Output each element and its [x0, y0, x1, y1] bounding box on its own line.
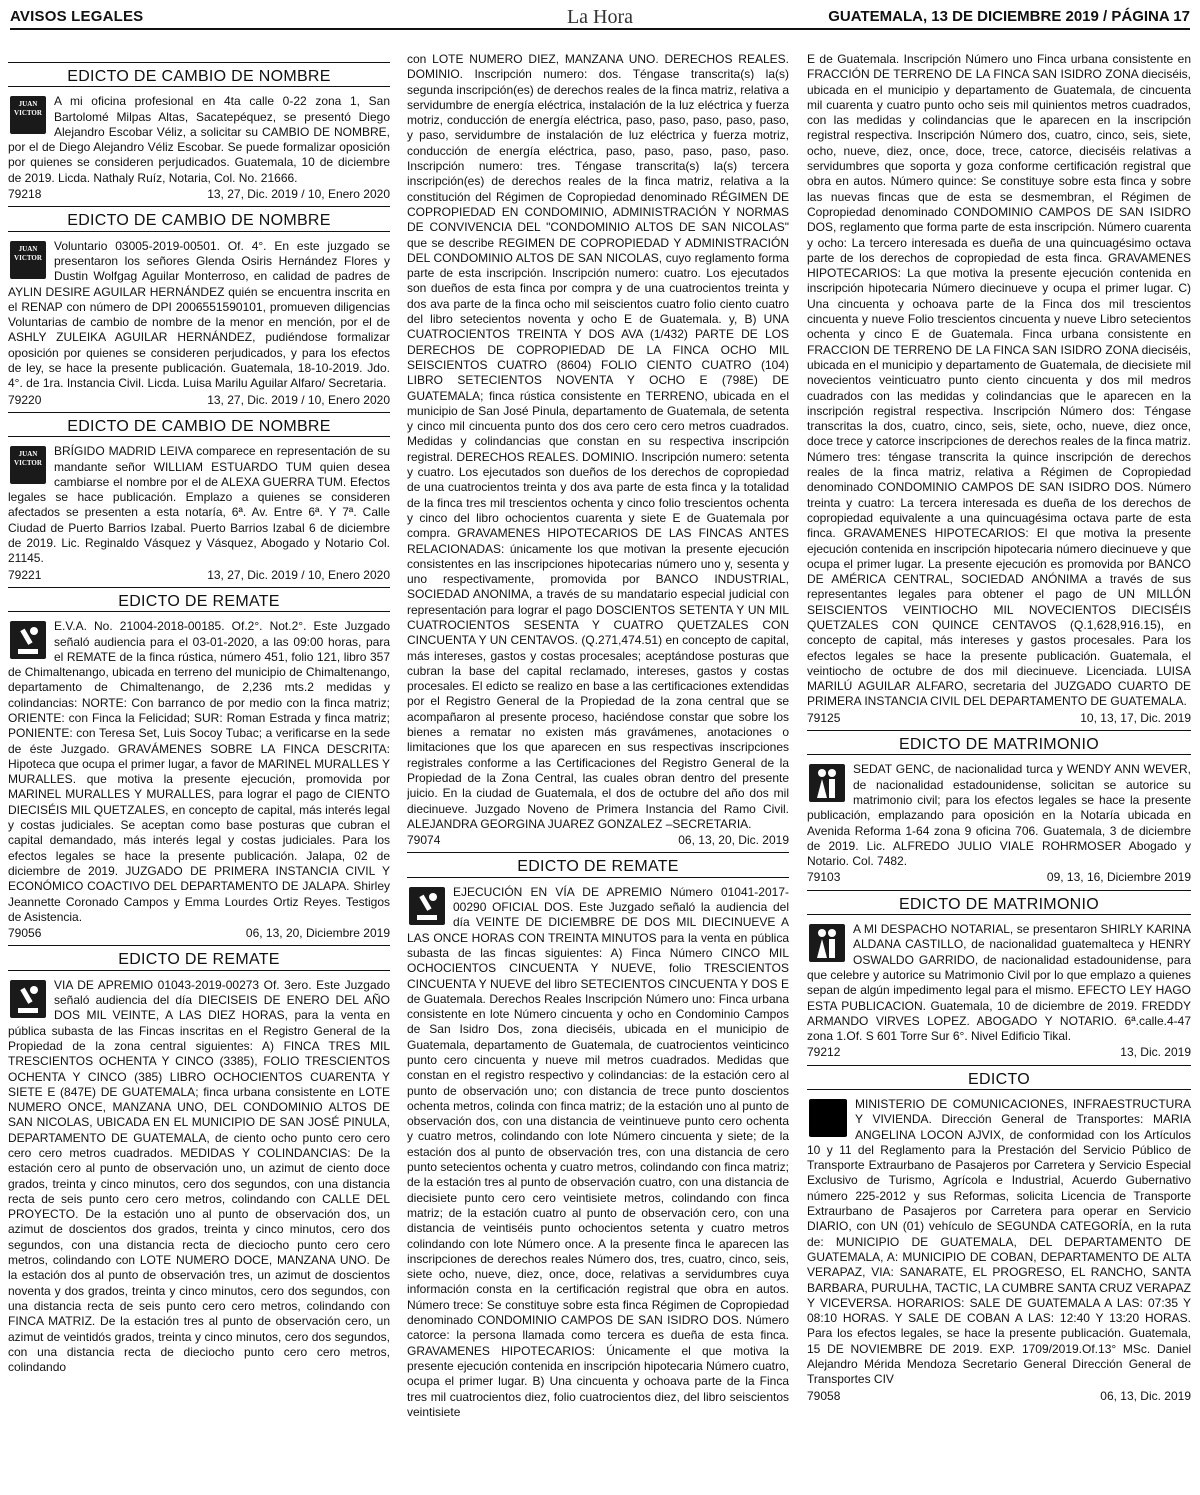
- notice-footer: [807, 1045, 1191, 1060]
- notice-title: EDICTO DE MATRIMONIO: [807, 734, 1191, 755]
- notice: [8, 587, 390, 942]
- notice-dates: 13, 27, Dic. 2019 / 10, Enero 2020: [207, 567, 390, 582]
- notice-footer: [807, 1389, 1191, 1404]
- notice-body: [8, 94, 390, 186]
- notice-dates: 13, 27, Dic. 2019 / 10, Enero 2020: [207, 392, 390, 407]
- notice-title: EDICTO DE CAMBIO DE NOMBRE: [8, 210, 390, 231]
- notice-body: [8, 239, 390, 392]
- notice-dates: 06, 13, Dic. 2019: [1100, 1388, 1191, 1403]
- notice-dates: 13, 27, Dic. 2019 / 10, Enero 2020: [207, 187, 390, 202]
- notice-title: EDICTO DE CAMBIO DE NOMBRE: [8, 66, 390, 87]
- notice-continuation: [807, 52, 1191, 726]
- column-3: [807, 52, 1191, 1487]
- notice-text: E de Guatemala. Inscripción Número uno Finca urbana consistente en FRACCIÓN DE TERRENO DE LA FINCA SAN ISIDRO ZONA dieciséis, ubicada en el municipio y departamento de Guatemala, de cincuenta mil cuarenta y cuatro punto ocho seis mil quinientos metros cuadrados, con las medidas y colindancias que le aparecen en la inscripción registral respectiva. Inscripción Número dos, cuatro, cinco, seis, siete, ocho, nueve, diez, once, doce, trece, catorce, dieciséis relativas a servidumbres que soporta y goza conforme certificación registral que obra en autos. Número quince: Se constituye sobre esta finca y sobre las nuevas fincas que de esta se desmembran, el Régimen de Copropiedad denominado CONDOMINIO CAMPOS DE SAN ISIDRO DOS, reglamento que forma parte de esta inscripción. Número cuarenta y ocho: La tercero interesada es dueña de una quincuagésimo octava parte de los derechos de copropiedad de esta finca. GRAVAMENES HIPOTECARIOS: La que motiva la presente ejecución contenida en inscripción hipotecaria Número diecinueve y ocupa el primer lugar. C) Una cincuenta y ochoava parte de la Finca dos mil trescientos cincuenta y nueve Folio trescientos cincuenta y nueve Libro setecientos ochenta y cinco E de Guatemala. Finca urbana consistente en FRACCION DE TERRENO DE LA FINCA SAN ISIDRO ZONA dieciséis, ubicada en el municipio y departamento de Guatemala, de diecisiete mil novecientos veinticuatro punto ciento cincuenta y dos mil medros cuadrados con las medidas y colindancias que le aparecen en la inscripción registral respectiva. Inscripción Número dos: Téngase transcritas la dos, cuatro, cinco, seis, siete, ocho, nueve, diez once, doce trece y catorce inscripciones de derechos reales de la finca matriz. Número tres: téngase transcrita la quince inscripción de derechos reales de la finca matriz, relativa a Régimen de Copropiedad denominado CONDOMINIO CAMPOS DE SAN ISIDRO DOS. Número treinta y cuatro: La tercera interesada es dueña de los derechos de copropiedad equivalente a una quincuagésima octava parte de esta finca. GRAVAMENES HIPOTECARIOS: El que motiva la presente ejecución contenida en inscripción hipotecaria número diecinueve y que ocupa el primer lugar. La presente ejecución es promovida por BANCO DE AMÉRICA CENTRAL, SOCIEDAD ANÓNIMA a través de sus representantes legales para obtener el pago de UN MILLÓN SEISCIENTOS VEINTIOCHO MIL NOVECIENTOS DIECISÉIS QUETZALES CON QUINCE CENTAVOS (Q.1,628,916.15), en concepto de capital, más intereses y gastos procesales. Para los efectos legales se hace la presente publicación. Guatemala, el veintiocho de octubre de dos mil diecinueve. Licenciada. LUISA MARILÚ AGUILAR ALFARO, secretaria del JUZGADO CUARTO DE PRIMERA INSTANCIA CIVIL DEL DEPARTAMENTO DE GUATEMALA.: [807, 52, 1191, 709]
- notice-dates: 10, 13, 17, Dic. 2019: [1080, 710, 1191, 725]
- notice-title: EDICTO DE REMATE: [8, 591, 390, 612]
- notice-body: [807, 1097, 1191, 1388]
- date-page-label: GUATEMALA, 13 DE DICIEMBRE 2019 / PÁGINA 17: [828, 8, 1190, 25]
- notice-body: [8, 444, 390, 566]
- notice-footer: [8, 393, 390, 408]
- notice-text: E.V.A. No. 21004-2018-00185. Of.2°. Not.2°. Este Juzgado señaló audiencia para el 03-01-2020, a las 09:00 horas, para el REMATE de la finca rústica, número 451, folio 121, libro 357 de Chimaltenango, ubicada en terreno del municipio de Chimaltenango, departamento de Chimaltenango, de 2,236 mts.2 medidas y colindancias: NORTE: Con barranco de por medio con la finca matriz; ORIENTE: con Finca la Felicidad; SUR: Roman Estrada y finca matriz; PONIENTE: con Teresa Set, Luis Socoy Tubac; a verificarse en la sede de éste Juzgado. GRAVÁMENES SOBRE LA FINCA DESCRITA: Hipoteca que ocupa el primer lugar, a favor de MARINEL MURALLES Y MURALLES. que motiva la presente ejecución, promovida por MARINEL MURALLES Y MURALLES, para lograr el pago de CIENTO DIECISÉIS MIL QUETZALES, en concepto de capital, más interés legal y costas judiciales. Se aceptan como base posturas que cubran el capital demandado, más interés legal y costas judiciales. Para los efectos legales se hace la presente publicación. Jalapa, 02 de diciembre de 2019. JUZGADO DE PRIMERA INSTANCIA CIVIL Y ECONÓMICO COACTIVO DEL DEPARTAMENTO DE JALAPA. Shirley Jeannette Coronado Campos y Emma Lourdes Ortiz Reyes. Testigos de Asistencia.: [8, 619, 390, 924]
- notice-text: A MI DESPACHO NOTARIAL, se presentaron SHIRLY KARINA ALDANA CASTILLO, de nacionalidad guatemalteca y HENRY OSWALDO GARRIDO, de nacionalidad estadounidense, para que celebre y autorice su Matrimonio Civil por lo que emplazo a quienes sepan de algún impedimento legal para el mismo. EFECTO LEY HAGO ESTA PUBLICACION. Guatemala, 10 de diciembre de 2019. FREDDY ARMANDO VIRVES LOPEZ. ABOGADO Y NOTARIO. 6ª.calle.4-47 zona 1.Of. S 601 Torre Sur 6°. Nivel Edificio Tikal.: [807, 922, 1191, 1044]
- notice-title: EDICTO DE REMATE: [8, 949, 390, 970]
- notice: [407, 852, 789, 1420]
- notice: [8, 62, 390, 202]
- juan-victor-logo-icon: JUAN VICTOR: [10, 96, 46, 134]
- notice-code: 79221: [8, 567, 42, 582]
- notice: [807, 1065, 1191, 1404]
- wedding-couple-icon: [809, 924, 845, 962]
- notice-footer: [407, 833, 789, 848]
- notice-code: 79125: [807, 710, 841, 725]
- notice-text: SEDAT GENC, de nacionalidad turca y WENDY ANN WEVER, de nacionalidad estadounidense, solicitan se autorice su matrimonio civil; para los efectos legales se hace la presente publicación, emplazando para oposición en la Notaría ubicada en Avenida Reforma 1-64 zona 9 oficina 706. Guatemala, 3 de diciembre de 2019. Lic. ALFREDO JULIO VIALE ROHRMOSER Abogado y Notario. Col. 7482.: [807, 762, 1191, 869]
- juan-victor-logo-icon: JUAN VICTOR: [10, 446, 46, 484]
- notice-footer: [8, 568, 390, 583]
- notice-body: [807, 762, 1191, 869]
- notice-footer: [807, 870, 1191, 885]
- black-square-icon: [809, 1099, 847, 1137]
- notice-text: EJECUCIÓN EN VÍA DE APREMIO Número 01041-2017-00290 OFICIAL DOS. Este Juzgado señaló la audiencia del día VEINTE DE DICIEMBRE DE DOS MIL DIECINUEVE A LAS ONCE HORAS CON TREINTA MINUTOS para la venta en pública subasta de las fincas siguientes: A) Finca Número CINCO MIL OCHOCIENTOS CINCUENTA Y NUEVE, folio TRESCIENTOS CINCUENTA Y NUEVE del libro SETECIENTOS CINCUENTA Y DOS E de Guatemala. Derechos Reales Inscripción Número uno: Finca urbana consistente en lote Número cincuenta y ocho en Condominio Campos de San Isidro Dos, zona dieciséis, ubicada en el municipio de Guatemala, departamento de Guatemala, de cuatrocientos veinticinco punto cero cincuenta y nueve mil metros cuadrados. Medidas que constan en el registro respectivo y colindancias: de la estación cero al punto de observación uno; con distancia de trece punto doscientos ochenta metros, colinda con finca matriz; de la estación uno al punto de observación dos, con una distancia de veintinueve punto cero ochenta y cuatro metros, colindando con lote Número cincuenta y siete; de la estación dos al punto de observación tres, con una distancia de cero punto setecientos ochenta y cuatro metros, colindando con finca matriz; de la estación tres al punto de observación cuatro, con una distancia de diecisiete punto cero cero veintisiete metros, colindando con finca matriz; de la estación cuatro al punto de observación cero, con una distancia de veintiséis punto ochocientos setenta y cuatro metros colindando con lote Número once. A la presente finca le aparecen las inscripciones de derechos reales Número dos, tres, cuatro, cinco, seis, siete ocho, nueve, diez, once, doce, relativas a servidumbres cuya información consta en la certificación registral que obra en autos. Número trece: Se constituye sobre esta finca Régimen de Copropiedad denominado CONDOMINIO CAMPOS DE SAN ISIDRO DOS. Número catorce: la persona llamada como tercera es dueña de esta finca. GRAVAMENES HIPOTECARIOS: Únicamente el que motiva la presente ejecución contenida en inscripción hipotecaria Número cuatro, ocupa el primer lugar. B) Una cincuenta y ochoava parte de la Finca tres mil cuatrocientos diez, folio cuatrocientos diez, del libro seiscientos veintisiete: [407, 884, 789, 1419]
- notice-body: [8, 619, 390, 925]
- notice: [8, 206, 390, 408]
- notice-title: EDICTO DE MATRIMONIO: [807, 894, 1191, 915]
- notice-footer: [807, 711, 1191, 726]
- auction-icon: [409, 887, 445, 925]
- notice-title: EDICTO DE CAMBIO DE NOMBRE: [8, 416, 390, 437]
- notice-title: EDICTO: [807, 1069, 1191, 1090]
- notice-footer: [8, 926, 390, 941]
- auction-icon: [10, 980, 46, 1018]
- notice-dates: 06, 13, 20, Dic. 2019: [678, 833, 789, 848]
- notice: [807, 890, 1191, 1061]
- wedding-couple-icon: [809, 764, 845, 802]
- notice-code: 79056: [8, 926, 42, 941]
- notice-body: [407, 885, 789, 1420]
- notice-code: 79212: [807, 1045, 841, 1060]
- page-header: [10, 6, 1190, 30]
- notice-code: 79218: [8, 187, 42, 202]
- notice-dates: 06, 13, 20, Diciembre 2019: [245, 926, 390, 941]
- juan-victor-logo-icon: JUAN VICTOR: [10, 241, 46, 279]
- notice-dates: 13, Dic. 2019: [1120, 1045, 1191, 1060]
- notice-dates: 09, 13, 16, Diciembre 2019: [1046, 870, 1191, 885]
- notice-body: [8, 978, 390, 1376]
- masthead-logo: La Hora: [566, 6, 634, 28]
- notice-text: VIA DE APREMIO 01043-2019-00273 Of. 3ero. Este Juzgado señaló audiencia del día DIECISEIS DE ENERO DEL AÑO DOS MIL VEINTE, A LAS DIEZ HORAS, para la venta en pública subasta de las Fincas inscritas en el Registro General de la Propiedad de la zona central siguientes: A) FINCA TRES MIL TRESCIENTOS OCHENTA Y CINCO (3385), FOLIO TRESCIENTOS OCHENTA Y CINCO (385) LIBRO OCHOCIENTOS CUARENTA Y SIETE E (847E) DE GUATEMALA; finca urbana consistente en LOTE NUMERO ONCE, MANZANA UNO, DEL CONDOMINIO ALTOS DE SAN NICOLAS, UBICADA EN EL MUNICIPIO DE SAN JOSÉ PINULA, DEPARTAMENTO DE GUATEMALA, de ciento ocho punto cero cero cero cero metros cuadrados. MEDIDAS Y COLINDANCIAS: De la estación cero al punto de observación uno, un azimut de ciento doce grados, treinta y cinco minutos, cero dos segundos, con una distancia recta de seis punto cero cero metros, colindando con CALLE DEL PROYECTO. De la estación uno al punto de observación dos, un azimut de doscientos dos grados, treinta y cinco minutos, cero dos segundos, con una distancia recta de dieciocho punto cero cero metros, colindando con LOTE NUMERO DOCE, MANZANA UNO. De la estación dos al punto de observación tres, un azimut de doscientos noventa y dos grados, treinta y cinco minutos, cero dos segundos, con una distancia recta de seis punto cero cero metros, colindando con FINCA MATRIZ. De la estación tres al punto de observación cero, un azimut de veintidós grados, treinta y cinco minutos, cero dos segundos, con una distancia recta de dieciocho punto cero cero metros, colindando: [8, 977, 390, 1375]
- notice: [807, 730, 1191, 886]
- notice: [8, 945, 390, 1375]
- section-label: AVISOS LEGALES: [10, 8, 144, 25]
- notice-title: EDICTO DE REMATE: [407, 856, 789, 877]
- notice-continuation: [407, 52, 789, 848]
- notice-text: Voluntario 03005-2019-00501. Of. 4°. En este juzgado se presentaron los señores Glenda Osiris Hernández Flores y Dustin Wolfgag Aguilar Monterroso, en calidad de padres de AYLIN DESIRE AGUILAR HERNÁNDEZ quién se encuentra inscrita en el RENAP con número de DPI 2006551590101, promueven diligencias Voluntarias de cambio de nombre de la menor en mención, por el de ASHLY ZULEIKA AGUILAR HERNÁNDEZ, pudiéndose formalizar oposición por quienes se consideren perjudicados, y para los efectos de ley, se hace la presente publicación. Guatemala, 18-10-2019. Jdo. 4°. de 1ra. Instancia Civil. Licda. Luisa Marilu Aguilar Alfaro/ Secretaria.: [8, 238, 390, 391]
- notice: [8, 412, 390, 583]
- notice-body: [807, 922, 1191, 1044]
- notice-text: MINISTERIO DE COMUNICACIONES, INFRAESTRUCTURA Y VIVIENDA. Dirección General de Transportes: MARIA ANGELINA LOCON AJVIX, de conformidad con los Artículos 10 y 11 del Reglamento para la Prestación del Servicio Público de Transporte Extraurbano de Pasajeros por Carretera y Servicio Especial Exclusivo de Turismo, Agrícola e Industrial, Acuerdo Gubernativo número 225-2012 y sus Reformas, solicita Licencia de Transporte Extraurbano de Pasajeros por Carretera para operar en Servicio DIARIO, con UN (01) vehículo de SEGUNDA CATEGORÍA, en la ruta de: MUNICIPIO DE GUATEMALA, DEL DEPARTAMENTO DE GUATEMALA, A: MUNICIPIO DE COBAN, DEPARTAMENTO DE ALTA VERAPAZ, VIA: SANARATE, EL PROGRESO, EL RANCHO, SANTA BARBARA, PURULHA, TACTIC, LA CUMBRE SANTA CRUZ VERAPAZ Y VICEVERSA. HORARIOS: SALE DE GUATEMALA A LAS: 07:35 Y 08:10 HORAS. Y SALE DE COBAN A LAS: 12:40 Y 13:20 HORAS. Para los efectos legales, se hace la presente publicación. Guatemala, 15 DE NOVIEMBRE DE 2019. EXP. 1709/2019.Of.13° MSc. Daniel Alejandro Mérida Mendoza Secretario General Dirección General de Transportes CIV: [807, 1097, 1191, 1387]
- notice-text: BRÍGIDO MADRID LEIVA comparece en representación de su mandante señor WILLIAM ESTUARDO TUM quien desea cambiarse el nombre por el de ALEXA GUERRA TUM. Efectos legales se hace publicación. Emplazo a quienes se consideren afectados se presenten a esta notaría, 6ª. Av. Entre 6ª. Y 7ª. Calle Ciudad de Puerto Barrios Izabal. Puerto Barrios Izabal 6 de diciembre de 2019. Lic. Reginaldo Vásquez y Vásquez, Abogado y Notario Col. 21145.: [8, 444, 390, 566]
- notice-text: A mi oficina profesional en 4ta calle 0-22 zona 1, San Bartolomé Milpas Altas, Sacatepéquez, se presentó Diego Alejandro Escobar Véliz, a solicitar su CAMBIO DE NOMBRE, por el de Diego Alejandro Véliz Escobar. Se puede formalizar oposición por quienes se consideren perjudicados. Guatemala, 10 de diciembre de 2019. Licda. Nathaly Ruíz, Notaria, Col. No. 21666.: [8, 94, 390, 185]
- notice-code: 79058: [807, 1388, 841, 1403]
- notice-code: 79220: [8, 392, 42, 407]
- notice-text: con LOTE NUMERO DIEZ, MANZANA UNO. DERECHOS REALES. DOMINIO. Inscripción numero: dos. Téngase transcrita(s) la(s) segunda inscripción(es) de derechos reales de la finca matriz, relativa a servidumbre de energía eléctrica, instalación de la luz eléctrica y fuerza motriz, conducción de energía eléctrica, paso, paso, paso, paso, paso, y paso, servidumbre de instalación de luz eléctrica y fuerza motriz, conducción de energía eléctrica, paso, paso, paso, paso, paso. Inscripción numero: tres. Téngase transcrita(s) la(s) tercera inscripción(es) de derechos reales de la finca matriz, relativa a la constitución del Régimen de Copropiedad denominado RÉGIMEN DE COPROPIEDAD EN CONDOMINIO, ADMINISTRACIÓN Y NORMAS DE CONVIVENCIA DEL "CONDOMINIO ALTOS DE SAN NICOLAS" que se describe REGIMEN DE COPROPIEDAD Y ADMINISTRACIÓN DEL CONDOMINIO ALTOS DE SAN NICOLAS, cuyo reglamento forma parte de esta inscripción. Inscripción numero: cuatro. Los ejecutados son dueños de esta finca por compra y de una cuatrocientos treinta y dos ava parte de la finca ocho mil seiscientos cuatro folio ciento cuatro del libro setecientos noventa y ocho E de Guatemala. y, B) UNA CUATROCIENTOS TREINTA Y DOS AVA (1/432) PARTE DE LOS DERECHOS DE COPROPIEDAD DE LA FINCA OCHO MIL SEISCIENTOS CUATRO (8604) FOLIO CIENTO CUATRO (104) LIBRO SETECIENTOS NOVENTA Y OCHO E (798E) DE GUATEMALA; finca rústica consistente en TERRENO, ubicada en el municipio de San José Pinula, departamento de Guatemala, de setenta y cinco mil cincuenta punto dos dos cero cero cero metros cuadrados. Medidas y colindancias que constan en su respectiva inscripción registral. DERECHOS REALES. DOMINIO. Inscripción numero: setenta y cuatro. Los ejecutados son dueños de los derechos de copropiedad de una cuatrocientos treinta y dos ava parte de esta finca y la totalidad de la finca tres mil trescientos ochenta y cinco folio trescientos ochenta y cinco del libro ochocientos cuarenta y siete E de Guatemala por compra. GRAVAMENES HIPOTECARIOS DE LAS FINCAS ANTES RELACIONADAS: únicamente los que motivan la presente ejecución consistentes en las inscripciones hipotecarias número uno y, sesenta y uno respectivamente, promovida por BANCO INDUSTRIAL, SOCIEDAD ANONIMA, a través de su mandatario especial judicial con representación para lograr el pago DOSCIENTOS SETENTA Y UN MIL CUATROCIENTOS SESENTA Y CUATRO QUETZALES CON CINCUENTA Y UN CENTAVOS. (Q.271,474.51) en concepto de capital, más intereses, gastos y costas procesales; aceptándose posturas que cubran la base del capital reclamado, intereses, gastos y costas procesales. El edicto se realizo en base a las certificaciones extendidas por el Registro General de la Propiedad de la zona central que se acompañaron al presente proceso, haciéndose constar que sobre los bienes a rematar no existen más gravámenes, anotaciones o limitaciones que los que aparecen en sus respectivas inscripciones registrales conforme a las Certificaciones del Registro General de la Propiedad de la Zona Central, las cuales obran dentro del presente juicio. En la ciudad de Guatemala, el dos de octubre del año dos mil diecinueve. Juzgado Noveno de Primera Instancia del Ramo Civil. ALEJANDRA GEORGINA JUAREZ GONZALEZ –SECRETARIA.: [407, 52, 789, 831]
- auction-icon: [10, 621, 46, 659]
- column-1: [8, 62, 390, 1487]
- notice-footer: [8, 187, 390, 202]
- notice-code: 79103: [807, 870, 841, 885]
- column-2: [407, 52, 789, 1487]
- notice-code: 79074: [407, 833, 441, 848]
